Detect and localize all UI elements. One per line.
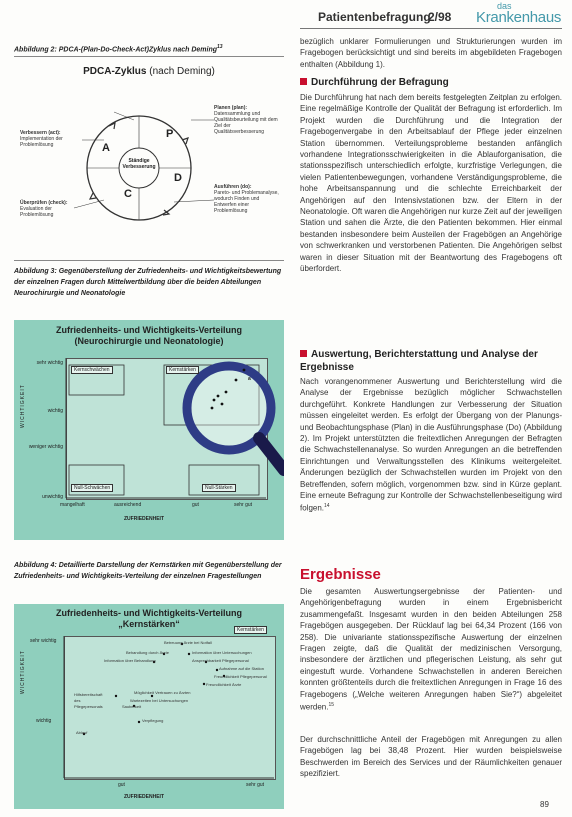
fig3-xtick-3: gut [192,502,199,508]
heading-ergebnisse: Ergebnisse [300,566,381,583]
fig4-legend: Kernstärken [234,626,267,634]
fig4-item: Verpflegung [142,718,164,723]
pdca-letter-c: C [124,188,132,200]
fig4-item: Ansprechbarkeit Pflegepersonal [192,658,249,663]
fig3-title: Zufriedenheits- und Wichtigkeits-Verteilung (Neurochirurgie und Neonatologie) [56,325,242,346]
fig4-item: Hilfsbereitschaft des Pflegepersonals [74,692,103,709]
fig4-ytick-bottom: wichtig [36,718,52,724]
fig4-item: Betreuung Ärzte bei Notfall [164,640,212,645]
fig3-ytick-4: unwichtig [42,494,63,500]
paragraph-durchfuehrung: Die Durchführung hat nach dem bereits festgelegten Zeitplan zu erfolgen. Eine regelmäßige Kontrolle der Qualität der Befragung ist erforderlich. Im Projekt wurden die Durchführung und die Integration der Fragebogenvergabe in den Arbeitsablauf der Pflege jeder einzelnen Station übernommen. Verteilungsprobleme bestanden anfänglich vorhandene Integrationsschwierigkeiten in die Ablauforganisation, die stationsspezifisch unterschiedlich erfolgte, kurzfristige Verlegungen, die vielen Patientenbewegungen, vorhandene Verständigungsprobleme, die hohe Arbeitsanspannung und die schlechte Erreichbarkeit der Angehörigen auf den Intensivstationen bzw. der Eltern in der Neonatologie. Oft waren die Angehörigen nur kurze Zeit auf der jeweiligen Station und sahen die Ärzte, die den Patienten bekommen. Hier einmal bestanden insbesondere beim Austeilen der Fragebögen an Angehörige von schwerkranken und verstorbenen Patienten. Die Angehörigen selbst waren in dieser Situation mit der Beantwortung des Fragebogens oft überfordert. [300,93,562,274]
fig2-rule [14,56,284,57]
fig3-zoom-label: a [248,376,251,382]
fig3-ylabel: WICHTIGKEIT [20,384,26,428]
paragraph-anregungen: Der durchschnittliche Anteil der Fragebögen mit Anregungen zu allen Fragebögen lag bei 38,48 Prozent. Hier wurden beispielsweise Beschwerden im Bereich des Services und der Räumlichkeiten genauer spezifiziert. [300,735,562,779]
journal-logo: Krankenhaus [476,9,562,26]
fig4-xtick-right: sehr gut [246,782,265,788]
header-rule [300,28,562,29]
fig3-label-nullschwaechen: Null-Schwächen [71,484,113,492]
fig3-label-kernstaerken: Kernstärken [166,366,199,374]
paragraph-auswertung: Nach vorangenommener Auswertung und Berichterstellung wird die Analyse der Ergebnisse bezüglich möglicher Schwachstellen durchgeführt. Konkrete Handlungen zur Verbesserung der Situation müssen eingeleitet werden. Es erfolgt der Übergang von der Planungs- und Beobachtungsphase (Plan) in die Ausführungsphase (Do) (Abbildung 2). Im Projekt unterstützten die freitextlichen Anregungen der Befragten die Schwachstellenanalyse. So wurden Anregungen an die betreffenden Einrichtungen und Verwaltungsstellen des Klinikums weitergeleitet. Änderungen bezüglich der Schwachstellen wurden im Projekt von den Betreffenden, sofern möglich, vorgenommen bzw. sind in Kürze geplant. Eine erneute Befragung zur Kontrolle der Schwachstellenbeseitigung wird folgen.$^{14}$ [300,377,562,514]
fig4-panel [14,604,284,809]
pdca-do-text: Ausführen (do): Pareto- und Problemanalyse, wodurch Finden und Entwerfen einer Problemlösung [214,184,279,214]
data-point [221,403,224,406]
fig4-item: Freundlichkeit Pflegepersonal [214,674,267,679]
paragraph-intro: bezüglich unklarer Formulierungen und Strukturierungen wurden im Fragebogen berücksichtigt und sind bereits im abgebildeten Fragebogen enthalten (Abbildung 1). [300,37,562,69]
heading-durchfuehrung: Durchführung der Befragung [300,76,562,89]
data-point [217,395,220,398]
data-point [243,369,246,372]
data-point [225,391,228,394]
pdca-letter-d: D [174,172,182,184]
pdca-letter-p: P [166,128,174,140]
magnifier-handle [259,438,284,470]
pdca-act-text: Verbessern (act): Implementation der Problemlösung [20,130,63,148]
heading-auswertung: Auswertung, Berichterstattung und Analyse der Ergebnisse [300,349,538,373]
pdca-letter-a: A [102,142,110,154]
fig2-caption: Abbildung 2: PDCA-(Plan-Do-Check-Act)Zyklus nach Deming$^{13}$ [14,44,223,54]
fig4-ytick-top: sehr wichtig [30,638,57,644]
fig4-item: Aufnahme auf die Station [219,666,264,671]
fig3-xtick-1: mangelhaft [60,502,85,508]
fig4-chart [14,604,284,809]
fig4-title: Zufriedenheits- und Wichtigkeits-Verteilung „Kernstärken“ [56,608,242,629]
cycle-arrow [109,123,115,129]
fig3-xlabel: ZUFRIEDENHEIT [124,516,164,522]
fig4-item: Behandlung durch Ärzte [126,650,169,655]
fig4-caption: Abbildung 4: Detaillierte Darstellung der Kernstärken mit Gegenüberstellung der Zufriedenheits- und Wichtigkeits-Verteilung der einzelnen Fragestellungen [14,562,282,580]
pdca-center-label: Ständige Verbesserung [122,158,156,170]
fig4-item: Sauberkeit [122,704,142,709]
fig4-item: Information über Untersuchungen [192,650,252,655]
fig3-ytick-3: weniger wichtig [28,444,63,450]
fig2-title: PDCA-Zyklus (nach Deming) [83,66,215,77]
fig4-ylabel: WICHTIGKEIT [20,650,26,694]
fig3-xtick-4: sehr gut [234,502,253,508]
fig3-label-kernschwaechen: Kernschwächen [71,366,113,374]
fig3-xtick-2: ausreichend [114,502,142,508]
data-point [213,399,216,402]
fig4-item: Information über Behandlung [104,658,156,663]
fig4-item: Wartezeiten bei Untersuchungen [130,698,189,703]
paragraph-ergebnisse: Die gesamten Auswertungsergebnisse der Patienten- und Angehörigenbefragung wurden in einem Ergebnisbericht zusammengefaßt. Insgesamt wurden in den beiden Abteilungen 258 Fragebögen ausgegeben. Der Rücklauf lag bei 64,34 Prozent (166 von 258). Die univariante stationsspezifische Auswertung der einzelnen Fragen zeigte, daß die Qualität der medizinischen Versorgung, insbesondere der ärztlichen und pflegerischen Leistung, als sehr gut eingestuft wurde. Vorhandene Schwachstellen in anderen Bereichen konnten größtenteils durch die freitextlichen Anregungen in Frage 16 des Fragebogens („Welche weiteren Anregungen haben Sie?“) abgeleitet werden.$^{15}$ [300,587,562,712]
data-point [211,407,214,410]
fig3-caption: Abbildung 3: Gegenüberstellung der Zufriedenheits- und Wichtigkeitsbewertung der einzelnen Fragen durch Mittelwertbildung über die beiden Abteilungen Neurochirurgie und Neonatologie [14,268,282,297]
fig4-xlabel: ZUFRIEDENHEIT [124,794,164,800]
logo-small-text: das [497,1,512,11]
fig4-item: Freundlichkeit Ärzte [206,682,242,687]
fig3-ytick-2: wichtig [47,408,63,414]
data-point [235,379,238,382]
fig3-label-nullstaerken: Null-Stärken [202,484,236,492]
page-number: 89 [540,800,549,809]
fig4-item: Möglichkeit Vertrauen zu Ärzten [134,690,191,695]
pdca-plan-text: Planen (plan): Datensammlung und Qualitätsbeurteilung mit dem Ziel der Qualitätsverbesserung [214,105,278,135]
fig4-xtick-left: gut [118,782,125,788]
fig2-bottom-rule [14,260,284,261]
running-title: Patientenbefragung [318,10,431,24]
fig2-panel [14,60,284,255]
fig3-ytick-1: sehr wichtig [36,360,63,366]
fig3-panel [14,320,284,540]
pdca-check-text: Überprüfen (check): Evaluation der Problemlösung [20,200,68,218]
issue-number: 2/98 [428,10,452,24]
fig4-item: Ablauf [76,730,88,735]
